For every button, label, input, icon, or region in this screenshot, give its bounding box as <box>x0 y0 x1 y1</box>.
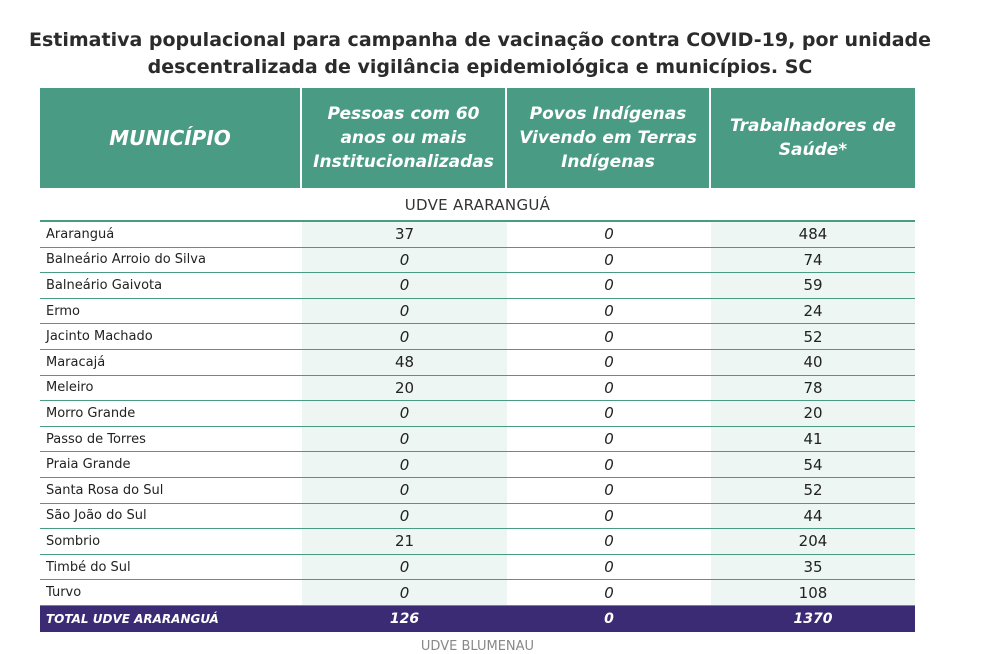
row-municipio: Timbé do Sul <box>46 559 131 575</box>
table-row <box>40 452 915 478</box>
header-saude: Trabalhadores de Saúde* <box>729 116 897 160</box>
row-indigenas: 0 <box>604 455 614 474</box>
row-saude: 74 <box>711 248 915 273</box>
row-saude: 40 <box>711 350 915 375</box>
header-idosos: Pessoas com 60 anos ou mais Institucionalizadas <box>302 88 507 188</box>
page-title <box>0 27 960 81</box>
row-municipio: Meleiro <box>46 380 94 396</box>
row-indigenas: 0 <box>604 558 614 577</box>
table-row <box>40 222 915 248</box>
row-idosos: 0 <box>302 427 507 452</box>
row-idosos: 0 <box>302 580 507 605</box>
row-idosos: 0 <box>302 401 507 426</box>
table-row <box>40 555 915 581</box>
row-municipio: Maracajá <box>46 354 106 370</box>
next-section-title: UDVE BLUMENAU <box>420 639 535 654</box>
row-indigenas: 0 <box>604 532 614 551</box>
row-idosos: 0 <box>302 324 507 349</box>
section-title: UDVE ARARANGUÁ <box>40 190 915 222</box>
table-row <box>40 248 915 274</box>
row-idosos: 20 <box>302 376 507 401</box>
row-indigenas: 0 <box>604 404 614 423</box>
table-row <box>40 299 915 325</box>
row-municipio: Araranguá <box>46 226 115 242</box>
table-row <box>40 504 915 530</box>
row-saude: 54 <box>711 452 915 477</box>
total-row <box>40 606 915 632</box>
header-municipio: MUNICÍPIO <box>40 88 302 188</box>
table-row <box>40 478 915 504</box>
row-saude: 20 <box>711 401 915 426</box>
row-indigenas: 0 <box>604 353 614 372</box>
total-indigenas: 0 <box>604 610 614 627</box>
row-idosos: 0 <box>302 452 507 477</box>
row-indigenas: 0 <box>604 302 614 321</box>
row-idosos: 0 <box>302 248 507 273</box>
row-saude: 52 <box>711 324 915 349</box>
header-indigenas: Povos Indígenas Vivendo em Terras Indígenas <box>507 88 711 188</box>
total-municipio: TOTAL UDVE ARARANGUÁ <box>46 611 219 626</box>
row-idosos: 21 <box>302 529 507 554</box>
row-idosos: 48 <box>302 350 507 375</box>
table-row <box>40 401 915 427</box>
row-indigenas: 0 <box>604 327 614 346</box>
row-municipio: Turvo <box>46 585 82 601</box>
row-saude: 78 <box>711 376 915 401</box>
row-indigenas: 0 <box>604 506 614 525</box>
total-saude: 1370 <box>793 610 833 627</box>
row-municipio: Balneário Gaivota <box>46 277 163 293</box>
table-row <box>40 273 915 299</box>
row-saude: 24 <box>711 299 915 324</box>
table-body <box>40 222 915 606</box>
table-row <box>40 324 915 350</box>
row-municipio: Sombrio <box>46 533 101 549</box>
row-saude: 59 <box>711 273 915 298</box>
row-idosos: 0 <box>302 478 507 503</box>
row-indigenas: 0 <box>604 276 614 295</box>
row-municipio: Passo de Torres <box>46 431 146 447</box>
table-row <box>40 376 915 402</box>
row-idosos: 0 <box>302 504 507 529</box>
row-indigenas: 0 <box>604 481 614 500</box>
title-line-1: Estimativa populacional para campanha de vacinação contra COVID-19, por unidade <box>28 29 932 51</box>
row-idosos: 37 <box>302 222 507 247</box>
row-saude: 44 <box>711 504 915 529</box>
row-saude: 52 <box>711 478 915 503</box>
row-municipio: Ermo <box>46 303 80 319</box>
row-saude: 108 <box>711 580 915 605</box>
row-indigenas: 0 <box>604 250 614 269</box>
row-indigenas: 0 <box>604 225 614 244</box>
row-saude: 35 <box>711 555 915 580</box>
table-row <box>40 580 915 606</box>
row-municipio: Morro Grande <box>46 405 136 421</box>
row-idosos: 0 <box>302 273 507 298</box>
row-saude: 204 <box>711 529 915 554</box>
row-saude: 41 <box>711 427 915 452</box>
row-saude: 484 <box>711 222 915 247</box>
title-line-2: descentralizada de vigilância epidemiológica e municípios. SC <box>147 56 813 78</box>
row-idosos: 0 <box>302 555 507 580</box>
row-municipio: Jacinto Machado <box>46 329 153 345</box>
row-indigenas: 0 <box>604 378 614 397</box>
row-indigenas: 0 <box>604 583 614 602</box>
table-row <box>40 427 915 453</box>
table-row <box>40 350 915 376</box>
row-municipio: Praia Grande <box>46 457 131 473</box>
row-idosos: 0 <box>302 299 507 324</box>
row-municipio: São João do Sul <box>46 508 147 524</box>
total-idosos: 126 <box>389 610 420 627</box>
table-row <box>40 529 915 555</box>
row-municipio: Santa Rosa do Sul <box>46 482 164 498</box>
row-municipio: Balneário Arroio do Silva <box>46 252 206 268</box>
population-table <box>40 88 915 632</box>
row-indigenas: 0 <box>604 430 614 449</box>
table-header <box>40 88 915 190</box>
